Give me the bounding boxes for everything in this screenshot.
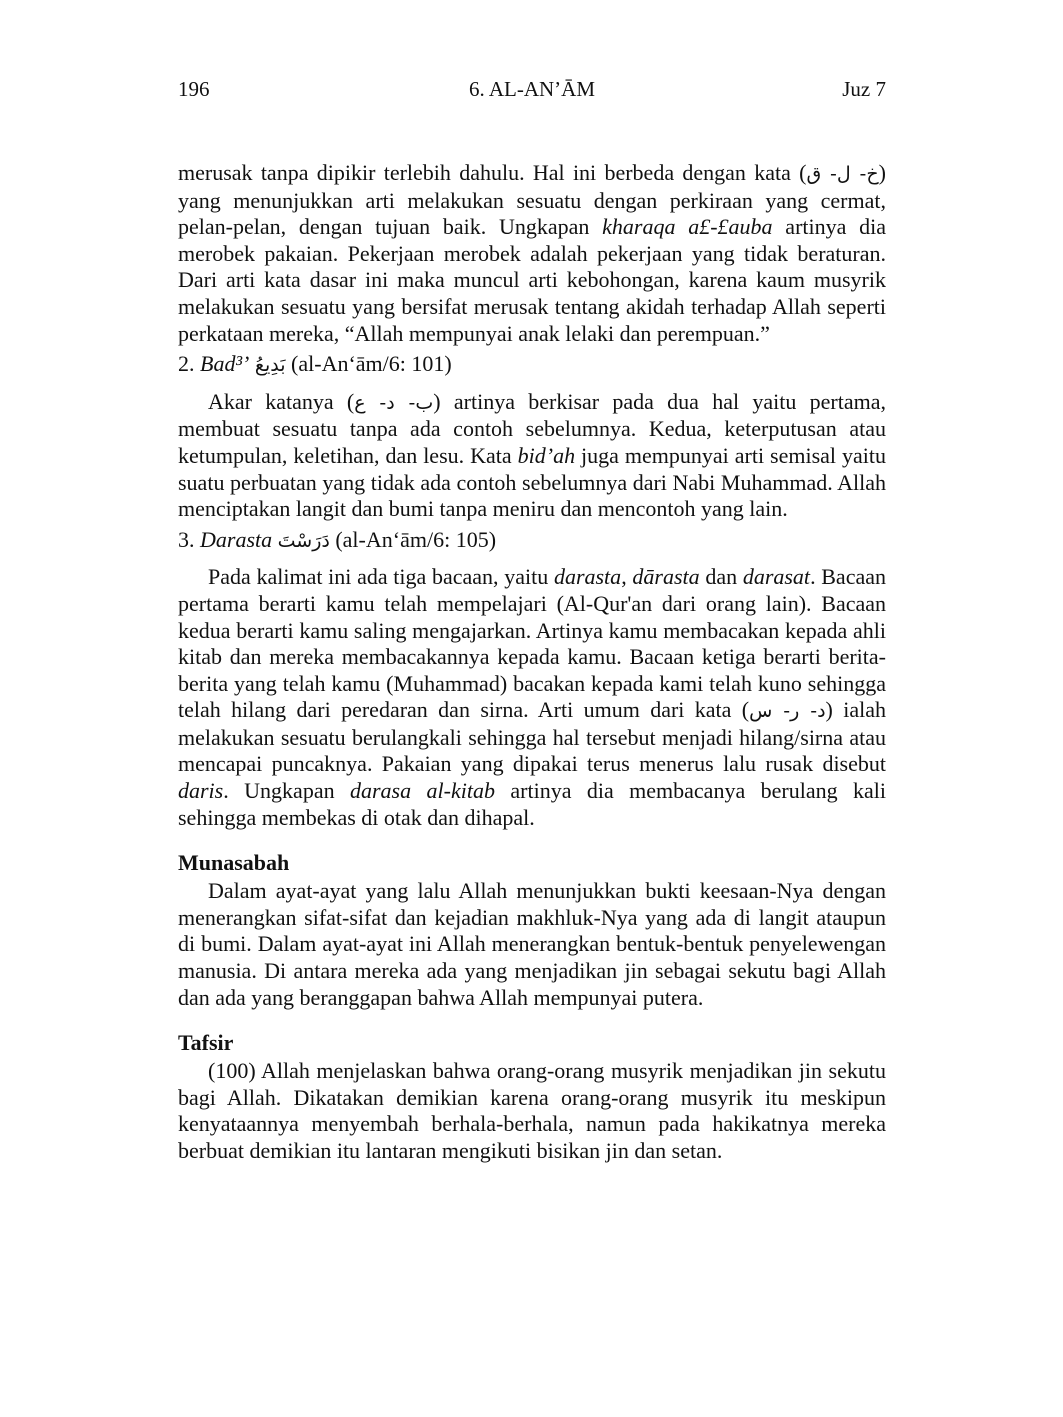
page-number: 196 — [178, 77, 210, 101]
arabic-word-badi: بَدِيعُ — [254, 354, 286, 377]
tafsir-heading: Tafsir — [178, 1030, 234, 1056]
item-reference: (al-An‘ām/6: 105) — [335, 526, 497, 552]
item3-text-7: artinya dia membacanya berulang kali sehingga membekas di otak dan dihapal. — [178, 778, 886, 830]
item3-text-3: dan — [699, 564, 743, 590]
item-number: 3. — [178, 526, 195, 552]
item-number: 2. — [178, 351, 195, 377]
item3-text-5: ) ialah melakukan sesuatu berulangkali sehingga hal tersebut menjadi hilang/sirna atau mencapai puncaknya. Pakaian yang dipakai terus menerus lalu rusak disebut — [178, 697, 886, 777]
arabic-root-drs: د- ر- س — [749, 700, 826, 723]
running-header — [178, 75, 886, 103]
page-body — [178, 160, 886, 1165]
item3-italic-3: darasat — [742, 564, 811, 590]
item-reference: (al-An‘ām/6: 101) — [291, 351, 452, 377]
intro-text-2: ) yang menunjukkan arti melakukan sesuatu dengan perkiraan yang cermat, pelan-pelan, dengan tujuan baik. Ungkapan — [178, 160, 886, 240]
item2-text-2: ) artinya berkisar pada dua hal yaitu pertama, membuat sesuatu tanpa ada contoh sebelumnya. Kedua, keterputusan atau ketumpulan, keletihan, dan lesu. Kata — [178, 388, 886, 468]
item3-italic-4: daris — [178, 778, 224, 804]
juz-label: Juz 7 — [842, 77, 886, 101]
item2-text-1: Akar katanya ( — [208, 388, 355, 414]
item3-italic-1: darasta — [553, 564, 622, 590]
item3-italic-2: dārasta — [632, 564, 700, 590]
chapter-title: 6. AL-AN’ĀM — [469, 77, 595, 101]
munasabah-heading: Munasabah — [178, 850, 290, 876]
item3-text-2: , — [621, 564, 633, 590]
vocab-item-2-title — [178, 351, 886, 379]
arabic-root-khlq: خ- ل- ق — [806, 163, 879, 185]
item3-text-1: Pada kalimat ini ada tiga bacaan, yaitu — [208, 564, 554, 590]
intro-text-1: merusak tanpa dipikir terlebih dahulu. Hal ini berbeda dengan kata ( — [178, 160, 807, 185]
vocab-item-3-title — [178, 527, 886, 555]
munasabah-paragraph: Dalam ayat-ayat yang lalu Allah menunjukkan bukti keesaan-Nya dengan menerangkan sifat-sifat dan kejadian makhluk-Nya yang ada di langit ataupun di bumi. Dalam ayat-ayat ini Allah menerangkan bentuk-bentuk penyelewengan manusia. Di antara mereka ada yang menjadikan jin sebagai sekutu bagi Allah dan ada yang beranggapan bahwa Allah mempunyai putera. — [178, 878, 886, 1010]
tafsir-paragraph: (100) Allah menjelaskan bahwa orang-orang musyrik menjadikan jin sekutu bagi Allah. Dikatakan demikian karena orang-orang musyrik itu meskipun kenyataannya menyembah berhala-berhala, namun pada hakikatnya mereka berbuat demikian itu lantaran mengikuti bisikan jin dan setan. — [178, 1058, 886, 1163]
item3-text-4: . Bacaan pertama berarti kamu telah mempelajari (Al-Qur'an dari orang lain). Bacaan kedua berarti kamu saling mengajarkan. Artinya kamu membacakan kepada ahli kitab dan mereka membacakannya kepada kamu. Bacaan ketiga berarti berita-berita yang telah kamu (Muhammad) bacakan kepada kami telah kuno sehingga telah hilang dari peredaran dan sirna. Arti umum dari kata ( — [178, 564, 886, 723]
item3-text-6: . Ungkapan — [223, 778, 350, 804]
item2-italic-term: bid’ah — [517, 442, 576, 468]
intro-paragraph — [178, 160, 886, 347]
item3-italic-5: darasa al-kitab — [350, 778, 495, 804]
intro-italic-term: kharaqa a£-£auba — [602, 214, 773, 240]
item2-text-3: juga mempunyai arti semisal yaitu suatu perbuatan yang tidak ada contoh sebelumnya dari Nabi Muhammad. Allah menciptakan langit dan bumi tanpa meniru dan mencontoh yang lain. — [178, 442, 886, 522]
arabic-root-bda: ب- د- ع — [354, 391, 434, 414]
item-term: Bad³’ — [200, 351, 250, 377]
intro-text-3: artinya dia merobek pakaian. Pekerjaan merobek adalah pekerjaan yang tidak beraturan. Dari arti kata dasar ini maka muncul arti kebohongan, karena kaum musyrik melakukan sesuatu yang bersifat merusak tentang akidah terhadap Allah seperti perkataan mereka, “Allah mempunyai anak lelaki dan perempuan.” — [178, 214, 887, 346]
vocab-item-3-paragraph — [178, 564, 886, 831]
arabic-word-darasta: دَرَسْتَ — [277, 529, 330, 552]
item-term: Darasta — [200, 526, 273, 552]
vocab-item-2-paragraph — [178, 389, 886, 523]
